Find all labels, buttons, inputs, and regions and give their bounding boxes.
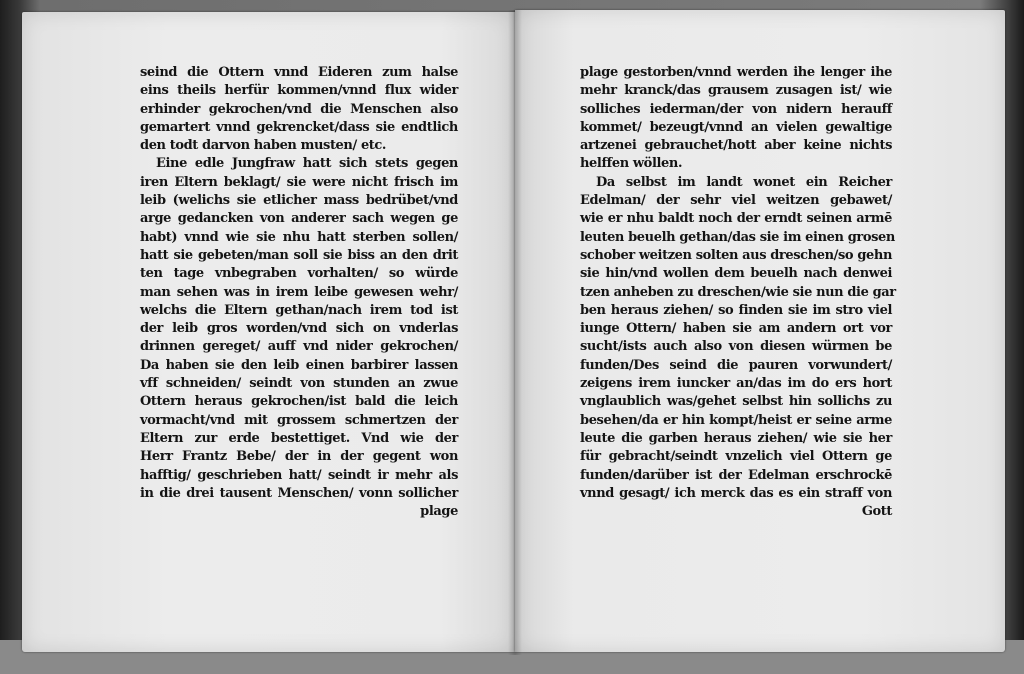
text-line: Herr Frantz Bebe/ der in der gegent won (140, 449, 458, 465)
text-line: den todt darvon haben musten/ etc. (140, 138, 387, 154)
right-page-text (580, 64, 896, 521)
text-line: kommet/ bezeugt/vnnd an vielen gewaltige (580, 119, 892, 135)
text-line: besehen/da er hin kompt/heist er seine arme (580, 412, 892, 428)
text-line: mehr kranck/das grausem zusagen ist/ wie (580, 83, 892, 99)
text-line: arge gedancken von anderer sach wegen ge (140, 211, 458, 227)
text-line: hatt sie gebeten/man soll sie biss an den drit (140, 247, 458, 263)
text-line: solliches iederman/der von nidern herauff (580, 101, 892, 117)
text-line: vff schneiden/ seindt von stunden an zwue (140, 376, 458, 392)
text-line: hafftig/ geschrieben hatt/ seindt ir mehr als (140, 467, 458, 483)
text-line: vormacht/vnd mit grossem schmertzen der (140, 412, 458, 428)
text-line: iunge Ottern/ haben sie am andern ort vor (580, 321, 892, 337)
text-line: wie er nhu baldt noch der erndt seinen armē (580, 211, 892, 227)
catchword: Gott (861, 504, 892, 520)
book-gutter (508, 10, 522, 655)
text-line: gemartert vnnd gekrencket/dass sie endtlich (140, 119, 458, 135)
text-line: Ottern heraus gekrochen/ist bald die leich (140, 394, 458, 410)
catchword: plage (420, 504, 458, 520)
text-line: funden/darüber ist der Edelman erschrockē (580, 467, 892, 483)
text-line: Edelman/ der sehr viel weitzen gebawet/ (580, 193, 892, 209)
text-line: sucht/ists auch also von diesen würmen be (580, 339, 892, 355)
text-line: Da haben sie den leib einen barbirer lassen (140, 357, 458, 373)
text-line: Eltern zur erde bestettiget. Vnd wie der (140, 430, 458, 446)
text-line: drinnen gereget/ auff vnd nider gekrochen/ (140, 339, 458, 355)
text-line: tzen anheben zu dreschen/wie sie nun die gar (580, 284, 896, 300)
text-line: vnglaublich was/gehet selbst hin sollichs zu (580, 394, 892, 410)
text-line: Eine edle Jungfraw hatt sich stets gegen (156, 156, 458, 172)
text-line: schober weitzen solten aus dreschen/so gehn (580, 247, 892, 263)
text-line: habt) vnnd wie sie nhu hatt sterben sollen/ (140, 229, 458, 245)
text-line: ten tage vnbegraben vorhalten/ so würde (140, 266, 458, 282)
text-line: welchs die Eltern gethan/nach irem tod ist (140, 302, 458, 318)
text-line: vnnd gesagt/ ich merck das es ein straff von (580, 485, 892, 501)
text-line: leuten beuelh gethan/das sie im einen grosen (580, 229, 895, 245)
text-line: eins theils herfür kommen/vnnd flux wider (140, 83, 458, 99)
text-line: erhinder gekrochen/vnd die Menschen also (140, 101, 458, 117)
text-line: in die drei tausent Menschen/ vonn sollicher (140, 485, 458, 501)
text-line: sie hin/vnd wollen dem beuelh nach denwei (580, 266, 892, 282)
text-line: plage gestorben/vnnd werden ihe lenger ihe (580, 65, 892, 80)
text-line: leute die garben heraus ziehen/ wie sie her (580, 430, 892, 446)
text-line: Da selbst im landt wonet ein Reicher (596, 174, 892, 190)
text-line: funden/Des seind die pauren vorwundert/ (580, 357, 892, 373)
text-line: artzenei gebrauchet/hott aber keine nichts (580, 138, 892, 154)
text-line: helffen wöllen. (580, 156, 683, 172)
text-line: leib (welichs sie etlicher mass bedrübet/vnd (140, 193, 458, 209)
text-line: man sehen was in irem leibe gewesen wehr/ (140, 284, 458, 300)
text-line: iren Eltern beklagt/ sie were nicht frisch im (140, 174, 458, 190)
text-line: seind die Ottern vnnd Eideren zum halse (140, 65, 458, 80)
text-line: der leib gros worden/vnd sich on vnderlas (140, 321, 458, 337)
left-page-text (140, 64, 458, 521)
text-line: für gebracht/seindt vnzelich viel Ottern ge (580, 449, 892, 465)
text-line: ben heraus ziehen/ so finden sie im stro viel (580, 302, 892, 318)
text-line: zeigens irem iuncker an/das im do ers hort (580, 376, 892, 392)
